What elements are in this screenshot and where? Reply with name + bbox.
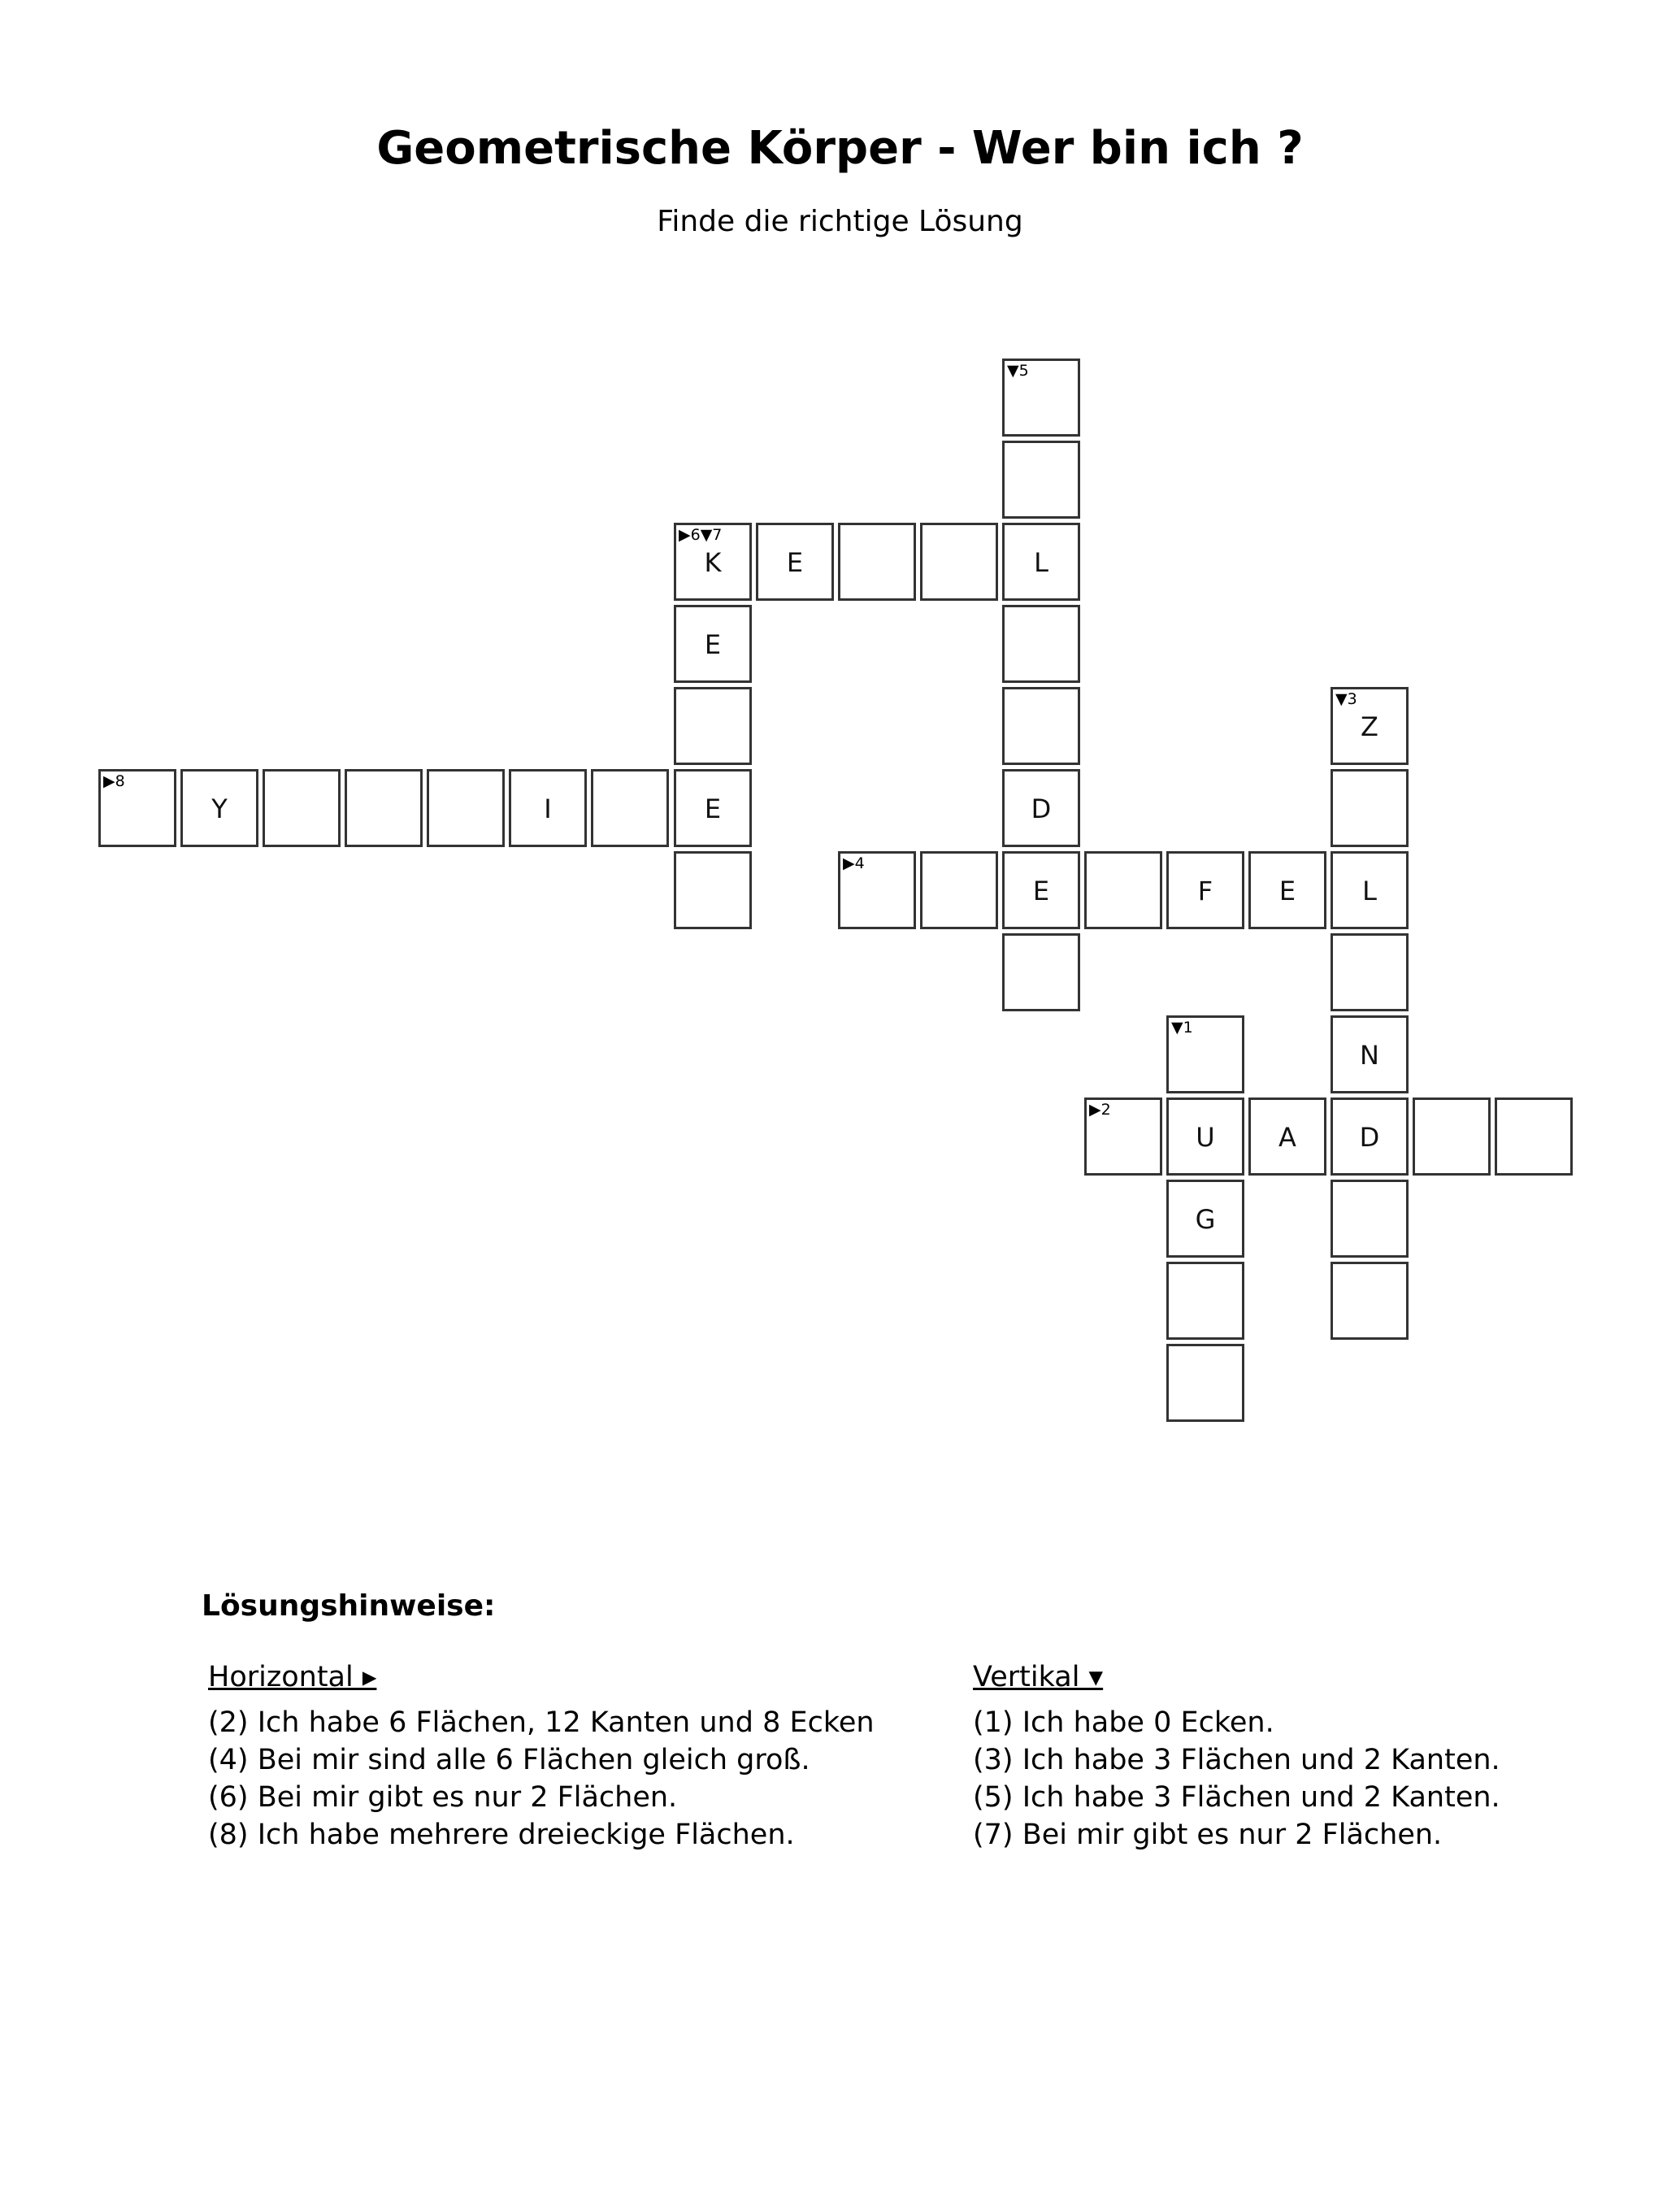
crossword-cell[interactable] [920,851,998,929]
cell-letter: G [1195,1204,1216,1235]
crossword-cell[interactable] [1002,687,1080,765]
crossword-cell[interactable] [674,523,752,601]
crossword-cell[interactable] [180,769,258,847]
crossword-cell[interactable] [98,769,176,847]
crossword-cell[interactable] [674,851,752,929]
cell-letter: E [704,629,722,660]
horizontal-title: Horizontal ▸ [208,1661,377,1693]
crossword-cell[interactable] [509,769,587,847]
crossword-cell[interactable] [1002,605,1080,683]
crossword-cell[interactable] [1331,933,1409,1011]
crossword-cell[interactable] [1002,441,1080,519]
cell-letter: A [1278,1122,1296,1153]
clue-number-label: ▶6▼7 [679,526,723,544]
clue-number-label: ▼1 [1171,1019,1193,1037]
crossword-cell[interactable] [1331,1262,1409,1340]
crossword-cell[interactable] [1084,851,1162,929]
crossword-cell[interactable] [920,523,998,601]
crossword-cell[interactable] [1248,1098,1326,1176]
crossword-cell[interactable] [345,769,423,847]
clue-number-label: ▶4 [843,854,865,872]
crossword-cell[interactable] [1331,769,1409,847]
cell-letter: N [1360,1040,1379,1071]
crossword-cell[interactable] [674,687,752,765]
crossword-cell[interactable] [674,769,752,847]
clue-vertical-7: (7) Bei mir gibt es nur 2 Flächen. [973,1819,1443,1851]
vertical-title: Vertikal ▾ [973,1661,1104,1693]
vertical-clues [973,1658,1500,1854]
hints-heading: Lösungshinweise: [202,1589,496,1623]
clue-horizontal-8: (8) Ich habe mehrere dreieckige Flächen. [208,1819,795,1851]
cell-letter: F [1197,876,1213,906]
crossword-cell[interactable] [1331,851,1409,929]
crossword-cell[interactable] [1331,1098,1409,1176]
crossword-cell[interactable] [1331,1015,1409,1093]
horizontal-clues [208,1658,875,1854]
clue-number-label: ▼5 [1007,362,1029,380]
crossword-cell[interactable] [1248,851,1326,929]
cell-letter: D [1031,793,1052,824]
cell-letter: I [544,793,552,824]
crossword-cell[interactable] [674,605,752,683]
cell-letter: E [1032,876,1050,906]
crossword-cell[interactable] [1002,769,1080,847]
clue-horizontal-6: (6) Bei mir gibt es nur 2 Flächen. [208,1781,678,1814]
crossword-cell[interactable] [1495,1098,1573,1176]
clue-vertical-5: (5) Ich habe 3 Flächen und 2 Kanten. [973,1781,1500,1814]
cell-letter: E [1278,876,1296,906]
cell-letter: Y [211,793,228,824]
cell-letter: D [1359,1122,1380,1153]
crossword-cell[interactable] [1166,1015,1244,1093]
crossword-cell[interactable] [1002,359,1080,437]
crossword-cell[interactable] [1166,1180,1244,1258]
crossword-cell[interactable] [838,523,916,601]
cell-letter: L [1034,547,1048,578]
crossword-cell[interactable] [1166,1344,1244,1422]
clue-number-label: ▶8 [103,772,125,790]
crossword-cell[interactable] [427,769,505,847]
crossword-cell[interactable] [1331,1180,1409,1258]
cell-letter: E [786,547,804,578]
cell-letter: Z [1361,711,1378,742]
crossword-cell[interactable] [1002,851,1080,929]
crossword-cell[interactable] [1331,687,1409,765]
crossword-cell[interactable] [1166,1262,1244,1340]
clue-number-label: ▼3 [1335,690,1357,708]
cell-letter: U [1196,1122,1215,1153]
clue-vertical-1: (1) Ich habe 0 Ecken. [973,1706,1274,1739]
crossword-cell[interactable] [1166,1098,1244,1176]
clue-number-label: ▶2 [1089,1101,1111,1119]
crossword-cell[interactable] [1413,1098,1491,1176]
page-subtitle: Finde die richtige Lösung [657,205,1023,238]
crossword-cell[interactable] [838,851,916,929]
clue-vertical-3: (3) Ich habe 3 Flächen und 2 Kanten. [973,1744,1500,1776]
crossword-cell[interactable] [756,523,834,601]
clue-horizontal-4: (4) Bei mir sind alle 6 Flächen gleich groß. [208,1744,810,1776]
crossword-cell[interactable] [1166,851,1244,929]
clue-horizontal-2: (2) Ich habe 6 Flächen, 12 Kanten und 8 Ecken [208,1706,875,1739]
crossword-cell[interactable] [591,769,669,847]
crossword-cell[interactable] [263,769,341,847]
cell-letter: K [704,547,722,578]
cell-letter: L [1362,876,1377,906]
crossword-cell[interactable] [1084,1098,1162,1176]
page-title: Geometrische Körper - Wer bin ich ? [376,122,1304,175]
cell-letter: E [704,793,722,824]
crossword-cell[interactable] [1002,523,1080,601]
crossword-cell[interactable] [1002,933,1080,1011]
